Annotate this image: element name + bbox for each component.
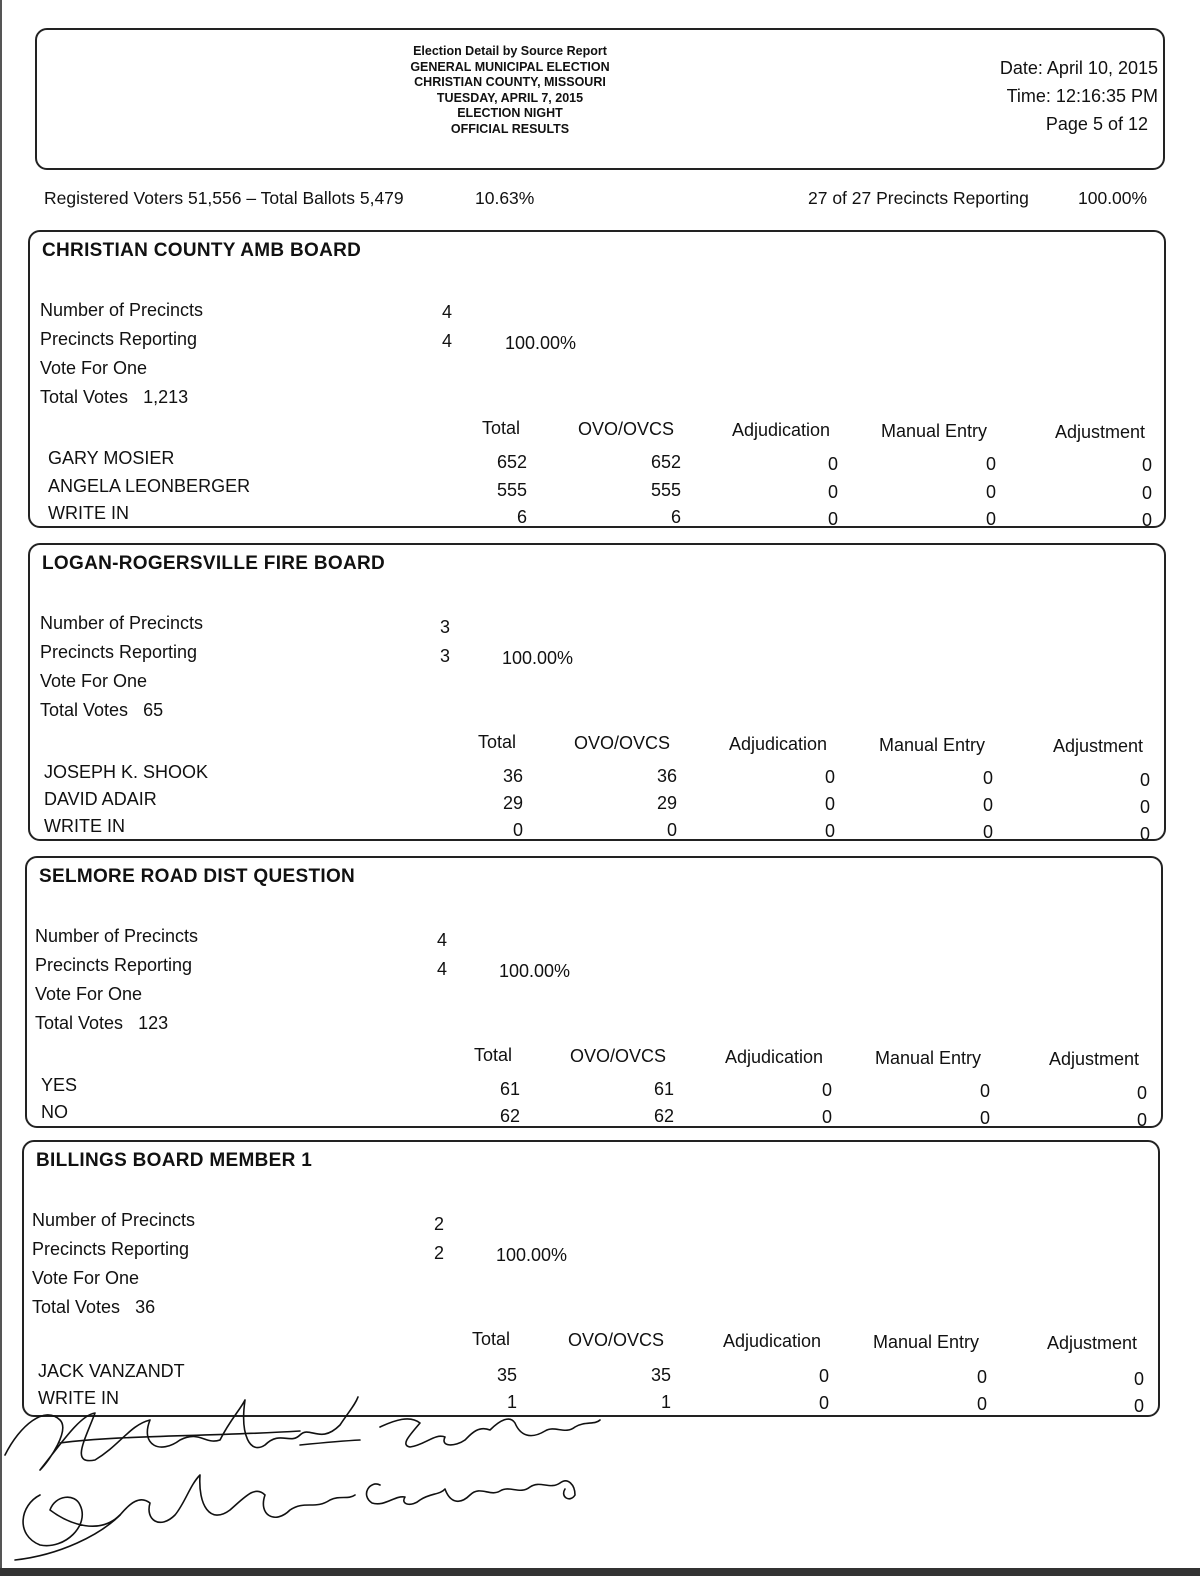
precincts-reporting-label: Precincts Reporting [32,1239,190,1259]
cell-total: 35 [496,1365,517,1385]
cell-manual-entry: 0 [982,768,993,788]
cell-ovo: 61 [653,1079,674,1099]
precincts-reporting-value: 4 [437,959,448,979]
cell-adjudication: 0 [827,454,838,474]
col-header-ovo: OVO/OVCS [570,1046,667,1066]
precincts-reporting-label: Precincts Reporting [40,329,198,349]
total-votes-label: Total Votes 1,213 [40,387,189,407]
cell-total: 652 [496,452,527,472]
cell-adjustment: 0 [1133,1369,1144,1389]
cell-total: 29 [502,793,523,813]
cell-ovo: 6 [670,507,681,527]
election-date: TUESDAY, APRIL 7, 2015 [436,90,584,105]
col-header-adjustment: Adjustment [1053,736,1144,756]
col-header-adjustment: Adjustment [1047,1333,1138,1353]
total-votes-label: Total Votes 36 [32,1297,156,1317]
col-header-ovo: OVO/OVCS [574,733,671,753]
total-votes-value: 1,213 [143,387,189,407]
precincts-reporting-value: 3 [440,646,451,666]
num-precincts-value: 4 [442,302,453,322]
cell-adjustment: 0 [1136,1110,1147,1130]
num-precincts-label: Number of Precincts [35,926,199,946]
total-votes-label: Total Votes 123 [35,1013,169,1033]
precincts-reporting-percent: 100.00% [496,1245,568,1265]
num-precincts-value: 3 [440,617,451,637]
registered-voters-summary: Registered Voters 51,556 – Total Ballots 5,479 [44,188,404,208]
signature-stroke [60,1431,300,1443]
precincts-reporting-summary: 27 of 27 Precincts Reporting [808,188,1029,208]
candidate-name: WRITE IN [48,503,129,523]
cell-total: 36 [502,766,523,786]
total-votes-label: Total Votes 65 [40,700,164,720]
cell-adjudication: 0 [827,509,838,529]
contest-title: LOGAN-ROGERSVILLE FIRE BOARD [42,553,386,574]
num-precincts-label: Number of Precincts [32,1210,196,1230]
vote-for-label: Vote For One [40,671,148,691]
candidate-name: YES [41,1075,78,1095]
num-precincts-label: Number of Precincts [40,300,204,320]
contest-title: BILLINGS BOARD MEMBER 1 [36,1150,313,1171]
cell-adjustment: 0 [1139,797,1150,817]
col-header-manual-entry: Manual Entry [881,421,988,441]
signature-stroke [380,1419,600,1447]
cell-total: 1 [506,1392,517,1412]
cell-adjudication: 0 [818,1366,829,1386]
cell-adjudication: 0 [818,1393,829,1413]
col-header-total: Total [472,1329,511,1349]
cell-manual-entry: 0 [976,1367,987,1387]
candidate-name: NO [41,1102,68,1122]
report-title: Election Detail by Source Report [413,44,607,58]
page-number: Page 5 of 12 [1045,114,1148,134]
col-header-total: Total [478,732,517,752]
precincts-reporting-value: 2 [434,1243,445,1263]
col-header-manual-entry: Manual Entry [873,1332,980,1352]
candidate-name: JOSEPH K. SHOOK [44,762,209,782]
cell-manual-entry: 0 [982,795,993,815]
jurisdiction: CHRISTIAN COUNTY, MISSOURI [414,75,606,89]
cell-adjudication: 0 [821,1080,832,1100]
turnout-percent: 10.63% [475,188,535,208]
cell-adjudication: 0 [824,821,835,841]
col-header-ovo: OVO/OVCS [568,1330,665,1350]
signature-stroke [300,1440,360,1445]
cell-ovo: 36 [656,766,677,786]
report-date: Date: April 10, 2015 [999,58,1158,78]
total-votes-value: 36 [135,1297,156,1317]
cell-adjudication: 0 [827,482,838,502]
cell-manual-entry: 0 [985,509,996,529]
contest-section [28,230,1166,528]
contest-title: SELMORE ROAD DIST QUESTION [39,866,356,887]
col-header-manual-entry: Manual Entry [875,1048,982,1068]
col-header-adjudication: Adjudication [723,1331,822,1351]
cell-manual-entry: 0 [976,1394,987,1414]
cell-ovo: 35 [650,1365,671,1385]
precincts-reporting-percent: 100.00% [502,648,574,668]
col-header-ovo: OVO/OVCS [578,419,675,439]
report-meta [900,54,1158,138]
signature-stroke [367,1481,575,1504]
candidate-name: WRITE IN [38,1388,119,1408]
cell-adjudication: 0 [821,1107,832,1127]
report-time: Time: 12:16:35 PM [1006,86,1158,106]
precincts-reporting-label: Precincts Reporting [40,642,198,662]
col-header-adjudication: Adjudication [732,420,831,440]
cell-adjudication: 0 [824,767,835,787]
num-precincts-label: Number of Precincts [40,613,204,633]
cell-total: 61 [499,1079,520,1099]
cell-manual-entry: 0 [985,482,996,502]
col-header-adjudication: Adjudication [725,1047,824,1067]
signature-stroke [23,1475,355,1546]
results-status: OFFICIAL RESULTS [450,121,570,136]
col-header-adjudication: Adjudication [729,734,828,754]
handwritten-signatures [0,1385,640,1570]
col-header-manual-entry: Manual Entry [879,735,986,755]
cell-ovo: 1 [660,1392,671,1412]
cell-adjustment: 0 [1139,824,1150,844]
page-bottom-rule [0,1568,1200,1576]
num-precincts-value: 2 [434,1214,445,1234]
election-name: GENERAL MUNICIPAL ELECTION [410,59,610,74]
contest-section [22,1140,1160,1417]
candidate-name: GARY MOSIER [48,448,175,468]
col-header-total: Total [474,1045,513,1065]
report-type: ELECTION NIGHT [457,106,563,120]
precincts-reporting-label: Precincts Reporting [35,955,193,975]
signature-stroke [15,1515,120,1560]
col-header-adjustment: Adjustment [1049,1049,1140,1069]
cell-total: 555 [496,480,527,500]
cell-manual-entry: 0 [982,822,993,842]
cell-ovo: 652 [650,452,681,472]
cell-total: 0 [512,820,523,840]
cell-total: 62 [499,1106,520,1126]
vote-for-label: Vote For One [40,358,148,378]
cell-adjustment: 0 [1141,510,1152,530]
cell-ovo: 555 [650,480,681,500]
cell-adjustment: 0 [1141,455,1152,475]
vote-for-label: Vote For One [32,1268,140,1288]
total-votes-value: 65 [143,700,164,720]
precincts-reporting-percent: 100.00% [1078,188,1148,208]
col-header-total: Total [482,418,521,438]
candidate-name: ANGELA LEONBERGER [48,476,251,496]
cell-adjustment: 0 [1139,770,1150,790]
candidate-name: WRITE IN [44,816,125,836]
cell-ovo: 0 [666,820,677,840]
col-header-adjustment: Adjustment [1055,422,1146,442]
cell-manual-entry: 0 [985,454,996,474]
cell-total: 6 [516,507,527,527]
precincts-reporting-percent: 100.00% [505,333,577,353]
cell-ovo: 62 [653,1106,674,1126]
precincts-reporting-percent: 100.00% [499,961,571,981]
vote-for-label: Vote For One [35,984,143,1004]
cell-adjudication: 0 [824,794,835,814]
cell-adjustment: 0 [1136,1083,1147,1103]
cell-ovo: 29 [656,793,677,813]
signature-stroke [5,1397,358,1470]
report-title-block [300,44,720,137]
contest-section [25,856,1163,1128]
total-votes-value: 123 [138,1013,169,1033]
contest-section [28,543,1166,844]
cell-manual-entry: 0 [979,1081,990,1101]
precincts-reporting-value: 4 [442,331,453,351]
num-precincts-value: 4 [437,930,448,950]
cell-adjustment: 0 [1133,1396,1144,1416]
cell-manual-entry: 0 [979,1108,990,1128]
page-edge-rule [0,0,2,1576]
candidate-name: JACK VANZANDT [38,1361,185,1381]
cell-adjustment: 0 [1141,483,1152,503]
candidate-name: DAVID ADAIR [44,789,157,809]
contest-title: CHRISTIAN COUNTY AMB BOARD [42,240,362,261]
